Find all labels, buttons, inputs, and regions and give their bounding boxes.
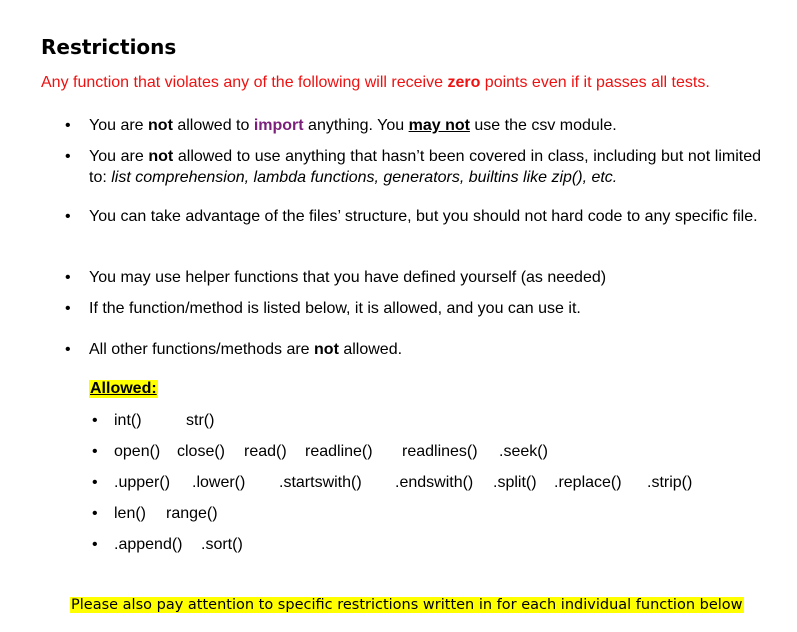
rule-item: • You are not allowed to import anything. You may not use the csv module.	[89, 115, 761, 136]
rule-item: • If the function/method is listed below, it is allowed, and you can use it.	[89, 298, 761, 319]
allowed-group	[114, 474, 692, 492]
section-heading: Restrictions	[41, 35, 177, 59]
warning-emphasis: zero	[447, 74, 481, 91]
rule-item: • You are not allowed to use anything that hasn’t been covered in class, including but not limited to: list comprehension, lambda functions, generators, builtins like zip(), etc.	[89, 146, 761, 188]
allowed-function: .upper()	[114, 474, 171, 491]
allowed-function: .append()	[114, 536, 183, 553]
allowed-function: int()	[114, 412, 142, 429]
allowed-group	[114, 412, 214, 430]
warning-text: Any function that violates any of the following will receive zero points even if it passes all tests.	[41, 74, 710, 91]
allowed-function: .strip()	[647, 474, 693, 491]
rule-item: • You can take advantage of the files’ structure, but you should not hard code to any specific file.	[89, 206, 761, 227]
rule-item: • You may use helper functions that you have defined yourself (as needed)	[89, 267, 761, 288]
allowed-function: .lower()	[192, 474, 246, 491]
allowed-function: .startswith()	[279, 474, 362, 491]
import-keyword: import	[253, 117, 304, 134]
allowed-function: range()	[166, 505, 218, 522]
rule-item: • All other functions/methods are not allowed.	[89, 339, 761, 360]
allowed-function: len()	[114, 505, 147, 522]
allowed-group	[114, 443, 548, 461]
allowed-group	[114, 505, 218, 523]
allowed-function: close()	[177, 443, 226, 460]
allowed-function: open()	[114, 443, 161, 460]
allowed-function: .endswith()	[395, 474, 474, 491]
allowed-function: str()	[186, 412, 215, 429]
allowed-function: readlines()	[402, 443, 478, 460]
allowed-function: read()	[244, 443, 287, 460]
allowed-group	[114, 536, 243, 554]
allowed-function: .sort()	[201, 536, 243, 553]
allowed-function: .seek()	[499, 443, 548, 460]
may-not-emphasis: may not	[408, 117, 470, 134]
highlighted-note: Please also pay attention to specific restrictions written in for each individual function below	[71, 597, 743, 613]
allowed-function: .split()	[493, 474, 537, 491]
allowed-function: readline()	[305, 443, 373, 460]
allowed-heading: Allowed:	[90, 380, 157, 397]
examples-italic: list comprehension, lambda functions, generators, builtins like zip(), etc.	[111, 169, 618, 186]
allowed-function: .replace()	[554, 474, 622, 491]
